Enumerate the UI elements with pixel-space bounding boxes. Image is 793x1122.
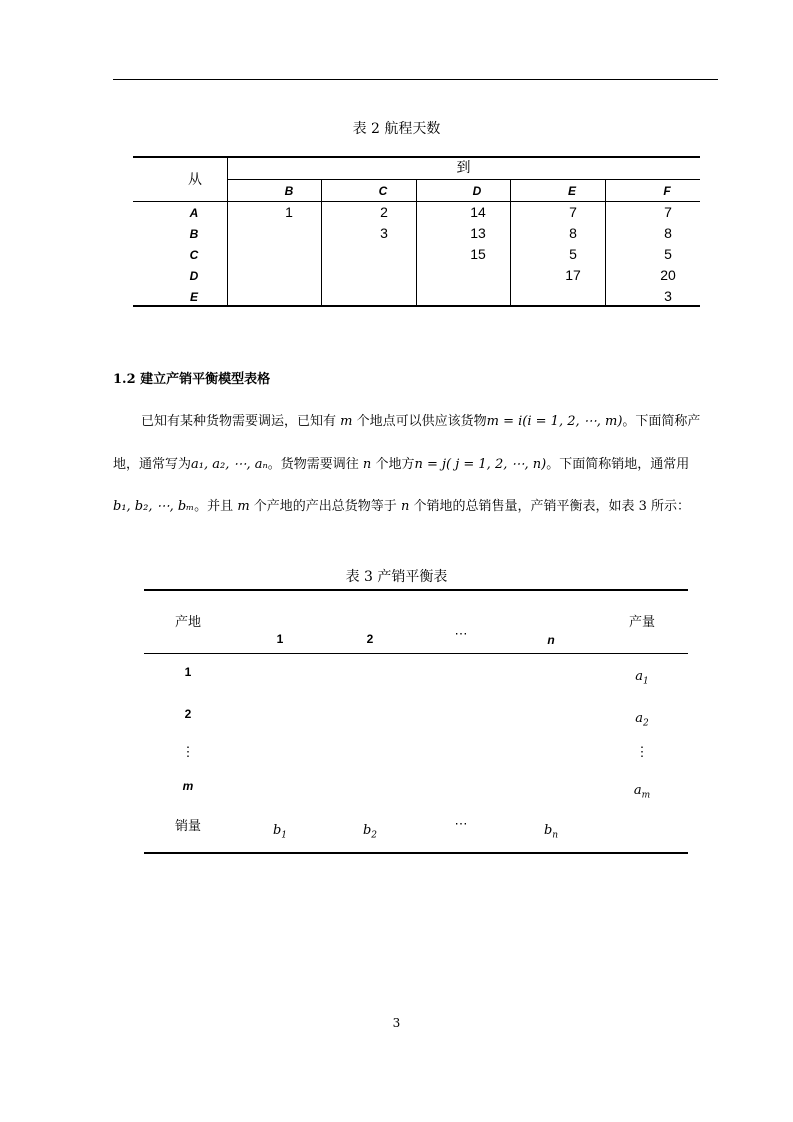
math-expression: m = i(i = 1, 2, ⋯, m) [486,414,623,429]
math-expression: a₁, a₂, ⋯, aₙ [191,457,268,472]
section-title: 1.2 建立产销平衡模型表格 [113,372,271,387]
table2-cell: 5 [664,246,672,262]
table2-from-label: 从 [188,172,202,188]
table3-col-head: n [547,633,555,647]
table3-bottom-rule [144,852,688,854]
table2-cell: 15 [470,246,486,262]
table3-row-head: 1 [184,665,192,679]
table2-row-head: C [189,248,199,262]
para-text: 已知有某种货物需要调运，已知有 [141,414,337,429]
table2-col-head: F [663,184,671,198]
paragraph-line-3 [113,497,719,517]
table2-caption: 表 2 航程天数 [352,121,441,137]
table2-row-head: D [189,269,199,283]
table2-cell: 1 [285,204,293,220]
para-text: 个产地的产出总货物等于 [253,499,397,514]
math-var: m [237,499,250,514]
table2-cell: 3 [380,225,388,241]
table2-to-rule [227,179,700,180]
table2-cell: 3 [664,288,672,304]
page-number: 3 [392,1016,401,1030]
table3-row-head: m [182,779,194,793]
para-text: 个地点可以供应该货物 [356,414,487,429]
table2-cell: 20 [660,267,676,283]
table3-header-rule [144,653,688,654]
table3-sales-label: 销量 [174,819,201,834]
para-text: 。下面简称销地，通常用 [546,457,690,472]
paragraph-line-2 [113,455,719,475]
table3-origin-label: 产地 [174,615,201,630]
table2-col-head: B [284,184,294,198]
table2-cell: 13 [470,225,486,241]
table3-col-head: ⋯ [454,627,468,642]
table3-row-head: ⋮ [181,745,195,760]
table2-cell: 7 [664,204,672,220]
table3-output: ⋮ [635,745,649,760]
table2-cell: 7 [569,204,577,220]
table2-cell: 17 [565,267,581,283]
table3-sales: ⋯ [454,817,468,832]
table3-output-label: 产量 [628,615,655,630]
table2-cell: 2 [380,204,388,220]
table3-col-head: 2 [366,632,374,646]
table2-cell: 8 [569,225,577,241]
table3-output: $a_1$ [635,669,649,687]
table2-col-head: D [472,184,482,198]
math-var: n [400,499,410,514]
table2-col-head: C [378,184,388,198]
math-var: n [362,457,372,472]
table3-sales: $b_1$ [272,823,288,841]
table2-col-head: E [567,184,576,198]
table3-caption: 表 3 产销平衡表 [345,569,448,585]
table2-row-head: E [189,290,198,304]
table3-col-head: 1 [276,632,284,646]
para-text: 个地方 [375,457,415,472]
para-text: 。并且 [194,499,234,514]
math-expression: b₁, b₂, ⋯, bₘ [113,499,195,514]
table2-cell: 5 [569,246,577,262]
table3-sales: $b_2$ [362,823,378,841]
table3-sales: $b_n$ [543,823,559,841]
para-text: 个销地的总销售量，产销平衡表，如表 3 所示： [413,499,690,514]
math-var: m [340,414,353,429]
table3-row-head: 2 [184,707,192,721]
table2-to-label: 到 [456,160,471,176]
table3-output: $a_m$ [633,783,651,801]
table3-output: $a_2$ [635,711,649,729]
table2-cell: 8 [664,225,672,241]
table2-cell: 14 [470,204,486,220]
paragraph-line-1 [113,412,747,432]
table2-bottom-rule [133,305,700,307]
table2-row-head: A [189,206,199,220]
para-text: 地，通常写为 [113,457,192,472]
para-text: 。货物需要调往 [267,457,359,472]
table2-row-head: B [189,227,199,241]
header-rule [113,79,718,80]
math-expression: n = j( j = 1, 2, ⋯, n) [414,457,547,472]
table3-top-rule [144,589,688,591]
para-text: 。下面简称产 [622,414,701,429]
